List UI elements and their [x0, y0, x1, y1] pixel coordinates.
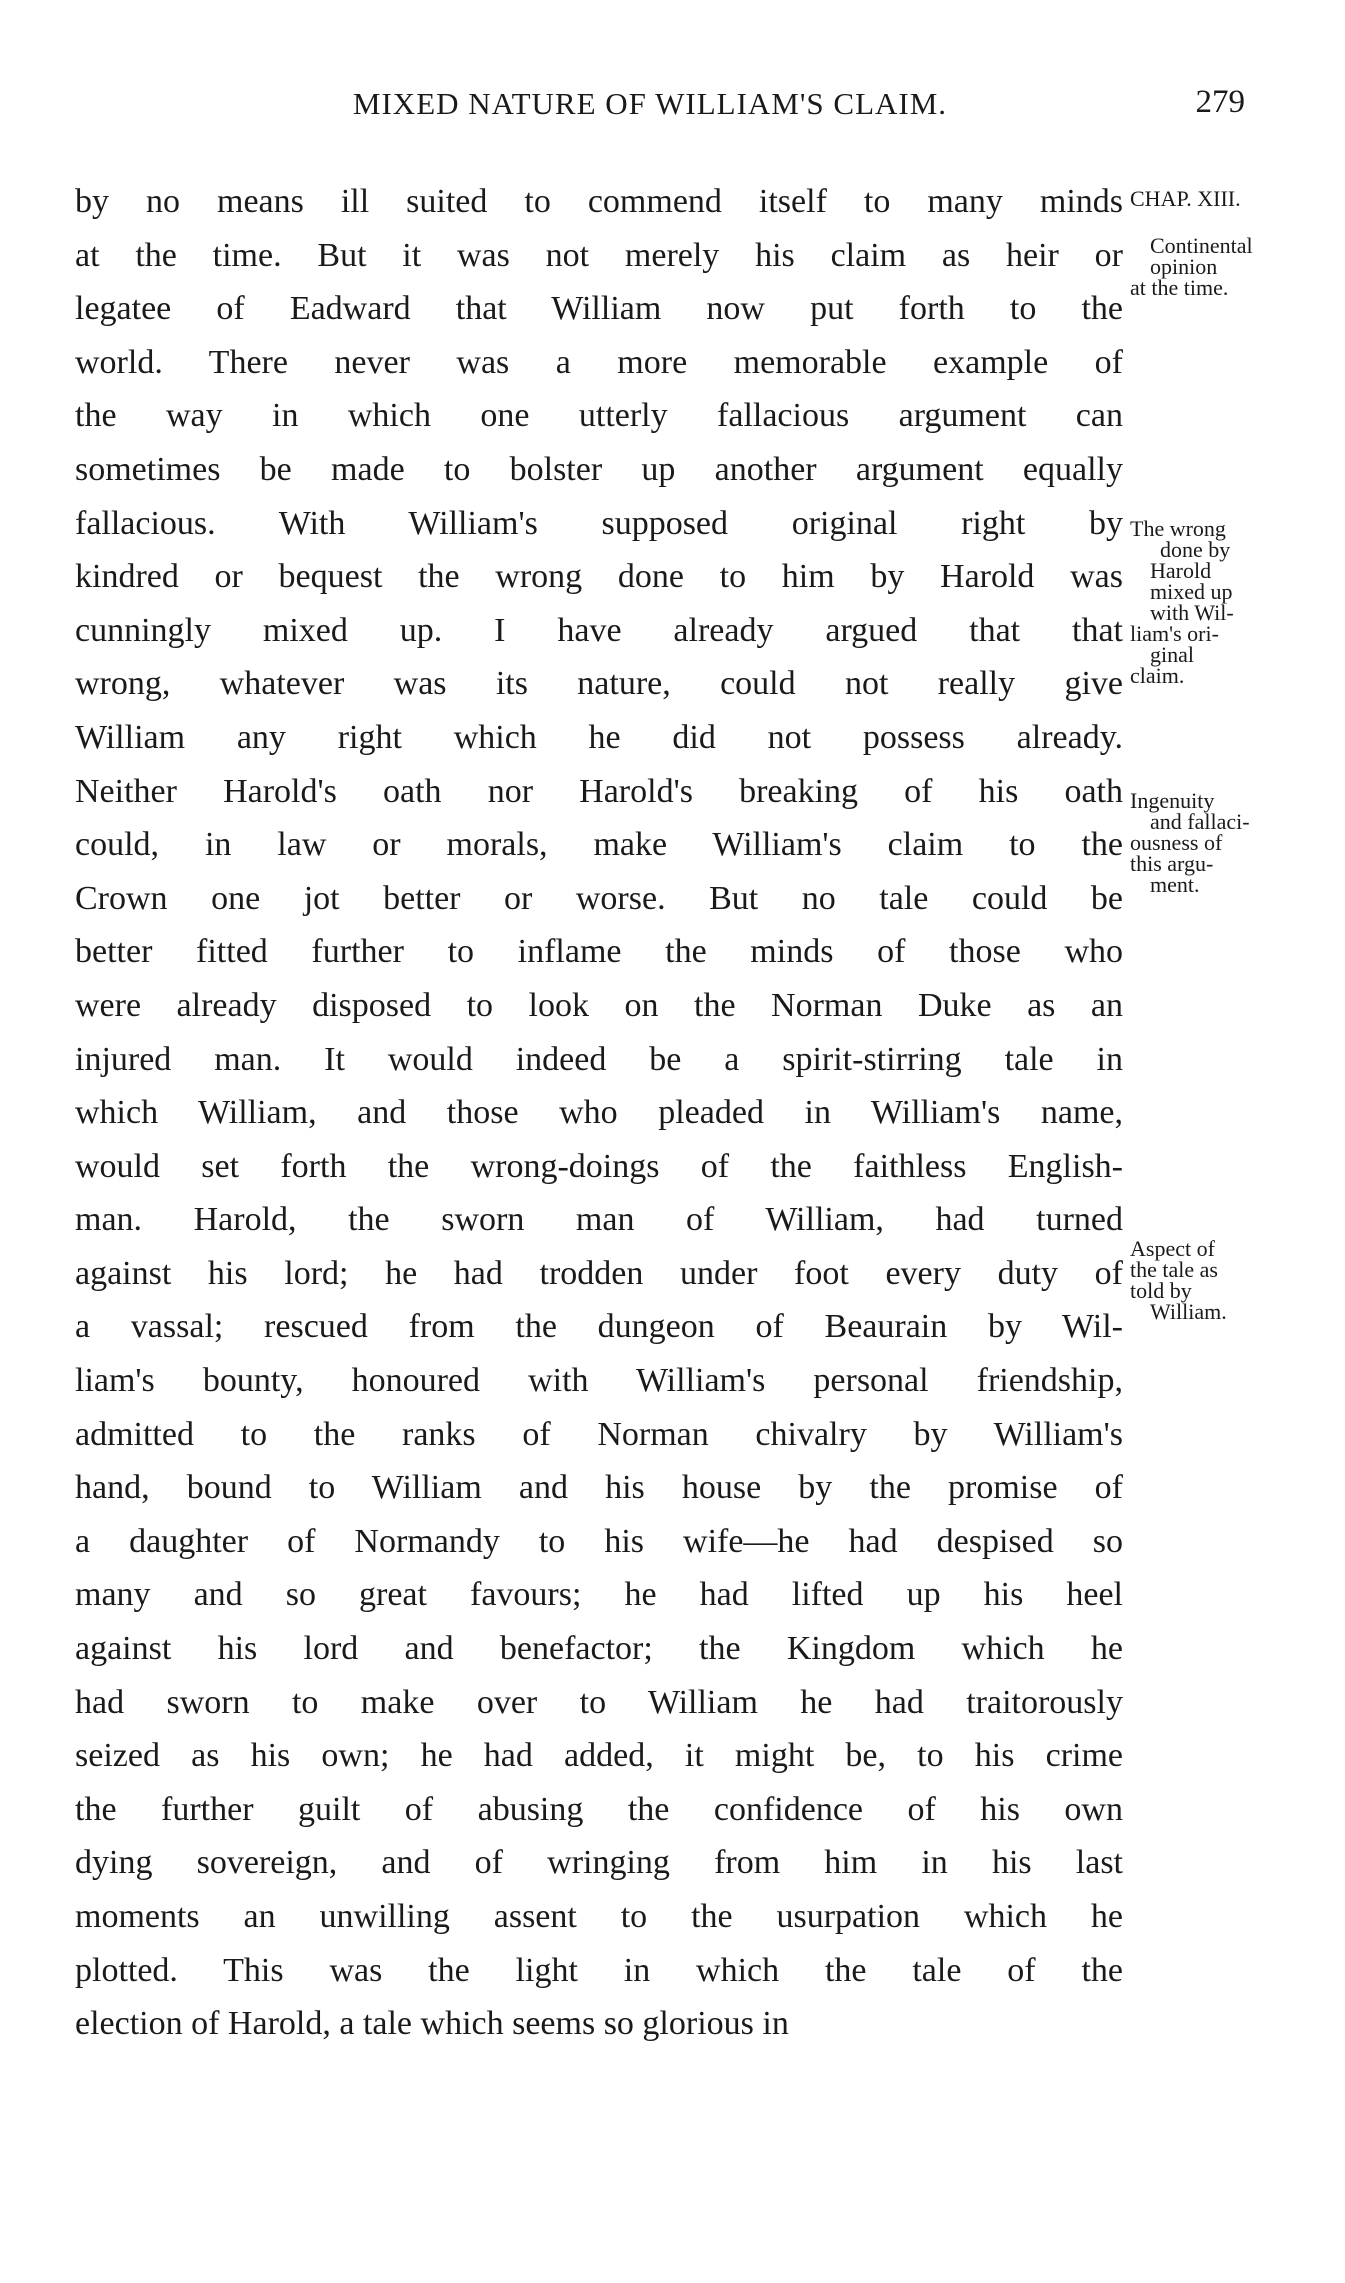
text-line: at the time. But it was not merely his claim as heir or: [75, 236, 1123, 274]
note-line: ousness of: [1130, 830, 1223, 855]
note-line: The wrong: [1130, 516, 1226, 541]
side-note-wrong-done-by-harold: [1130, 518, 1310, 686]
page-number: 279: [1195, 84, 1245, 120]
note-line: liam's ori-: [1130, 621, 1219, 646]
text-line: kindred or bequest the wrong done to him by Harold was: [75, 558, 1123, 596]
note-line: opinion: [1150, 254, 1218, 279]
text-line: William any right which he did not possess already.: [75, 718, 1123, 756]
note-line: the tale as: [1130, 1257, 1218, 1282]
side-note-ingenuity: [1130, 790, 1310, 895]
note-line: ment.: [1150, 872, 1200, 897]
text-line: seized as his own; he had added, it might be, to his crime: [75, 1737, 1123, 1775]
text-line: hand, bound to William and his house by the promise of: [75, 1469, 1123, 1507]
text-line: sometimes be made to bolster up another argument equally: [75, 450, 1123, 488]
note-line: Aspect of: [1130, 1236, 1215, 1261]
text-line: plotted. This was the light in which the tale of the: [75, 1951, 1123, 1989]
chapter-label: CHAP. XIII.: [1130, 186, 1241, 211]
note-line: told by: [1130, 1278, 1192, 1303]
text-line: were already disposed to look on the Norman Duke as an: [75, 986, 1123, 1024]
text-line: world. There never was a more memorable example of: [75, 343, 1123, 381]
text-line: the way in which one utterly fallacious argument can: [75, 397, 1123, 435]
text-line: would set forth the wrong-doings of the faithless English-: [75, 1147, 1123, 1185]
note-line: William.: [1150, 1299, 1227, 1324]
text-line: dying sovereign, and of wringing from him in his last: [75, 1844, 1123, 1882]
text-line: had sworn to make over to William he had traitorously: [75, 1683, 1123, 1721]
note-line: done by: [1160, 537, 1231, 562]
side-note-aspect-of-tale: [1130, 1238, 1310, 1322]
text-line: many and so great favours; he had lifted up his heel: [75, 1576, 1123, 1614]
text-line: wrong, whatever was its nature, could not really give: [75, 665, 1123, 703]
text-line: liam's bounty, honoured with William's personal friendship,: [75, 1362, 1123, 1400]
text-line: legatee of Eadward that William now put forth to the: [75, 290, 1123, 328]
text-line: Crown one jot better or worse. But no tale could be: [75, 879, 1123, 917]
chapter-marker: [1130, 188, 1310, 209]
text-line: admitted to the ranks of Norman chivalry by William's: [75, 1415, 1123, 1453]
body-text: [75, 175, 1123, 2051]
text-line: better fitted further to inflame the minds of those who: [75, 933, 1123, 971]
note-line: mixed up: [1150, 579, 1233, 604]
text-line: fallacious. With William's supposed original right by: [75, 504, 1123, 542]
text-line: injured man. It would indeed be a spirit-stirring tale in: [75, 1040, 1123, 1078]
text-line: Neither Harold's oath nor Harold's breaking of his oath: [75, 772, 1123, 810]
text-line: by no means ill suited to commend itself to many minds: [75, 183, 1123, 220]
note-line: and fallaci-: [1150, 809, 1250, 834]
note-line: ginal: [1150, 642, 1194, 667]
text-line: the further guilt of abusing the confidence of his own: [75, 1790, 1123, 1828]
note-line: Ingenuity: [1130, 788, 1215, 813]
text-line: man. Harold, the sworn man of William, had turned: [75, 1201, 1123, 1239]
text-line: could, in law or morals, make William's claim to the: [75, 826, 1123, 864]
note-line: claim.: [1130, 663, 1185, 688]
running-title: MIXED NATURE OF WILLIAM'S CLAIM.: [352, 86, 948, 121]
text-line: cunningly mixed up. I have already argued that that: [75, 611, 1123, 649]
text-line: a daughter of Normandy to his wife—he had despised so: [75, 1522, 1123, 1560]
text-line: against his lord and benefactor; the Kingdom which he: [75, 1630, 1123, 1668]
note-line: with Wil-: [1150, 600, 1234, 625]
note-line: at the time.: [1130, 275, 1229, 300]
text-line: election of Harold, a tale which seems so glorious in: [75, 2005, 789, 2043]
text-line: a vassal; rescued from the dungeon of Beaurain by Wil-: [75, 1308, 1123, 1346]
text-line: which William, and those who pleaded in William's name,: [75, 1094, 1123, 1132]
text-line: against his lord; he had trodden under foot every duty of: [75, 1254, 1123, 1292]
note-line: this argu-: [1130, 851, 1214, 876]
note-line: Harold: [1150, 558, 1212, 583]
side-note-continental-opinion: [1130, 235, 1310, 298]
text-line: moments an unwilling assent to the usurpation which he: [75, 1898, 1123, 1935]
note-line: Continental: [1150, 233, 1253, 258]
